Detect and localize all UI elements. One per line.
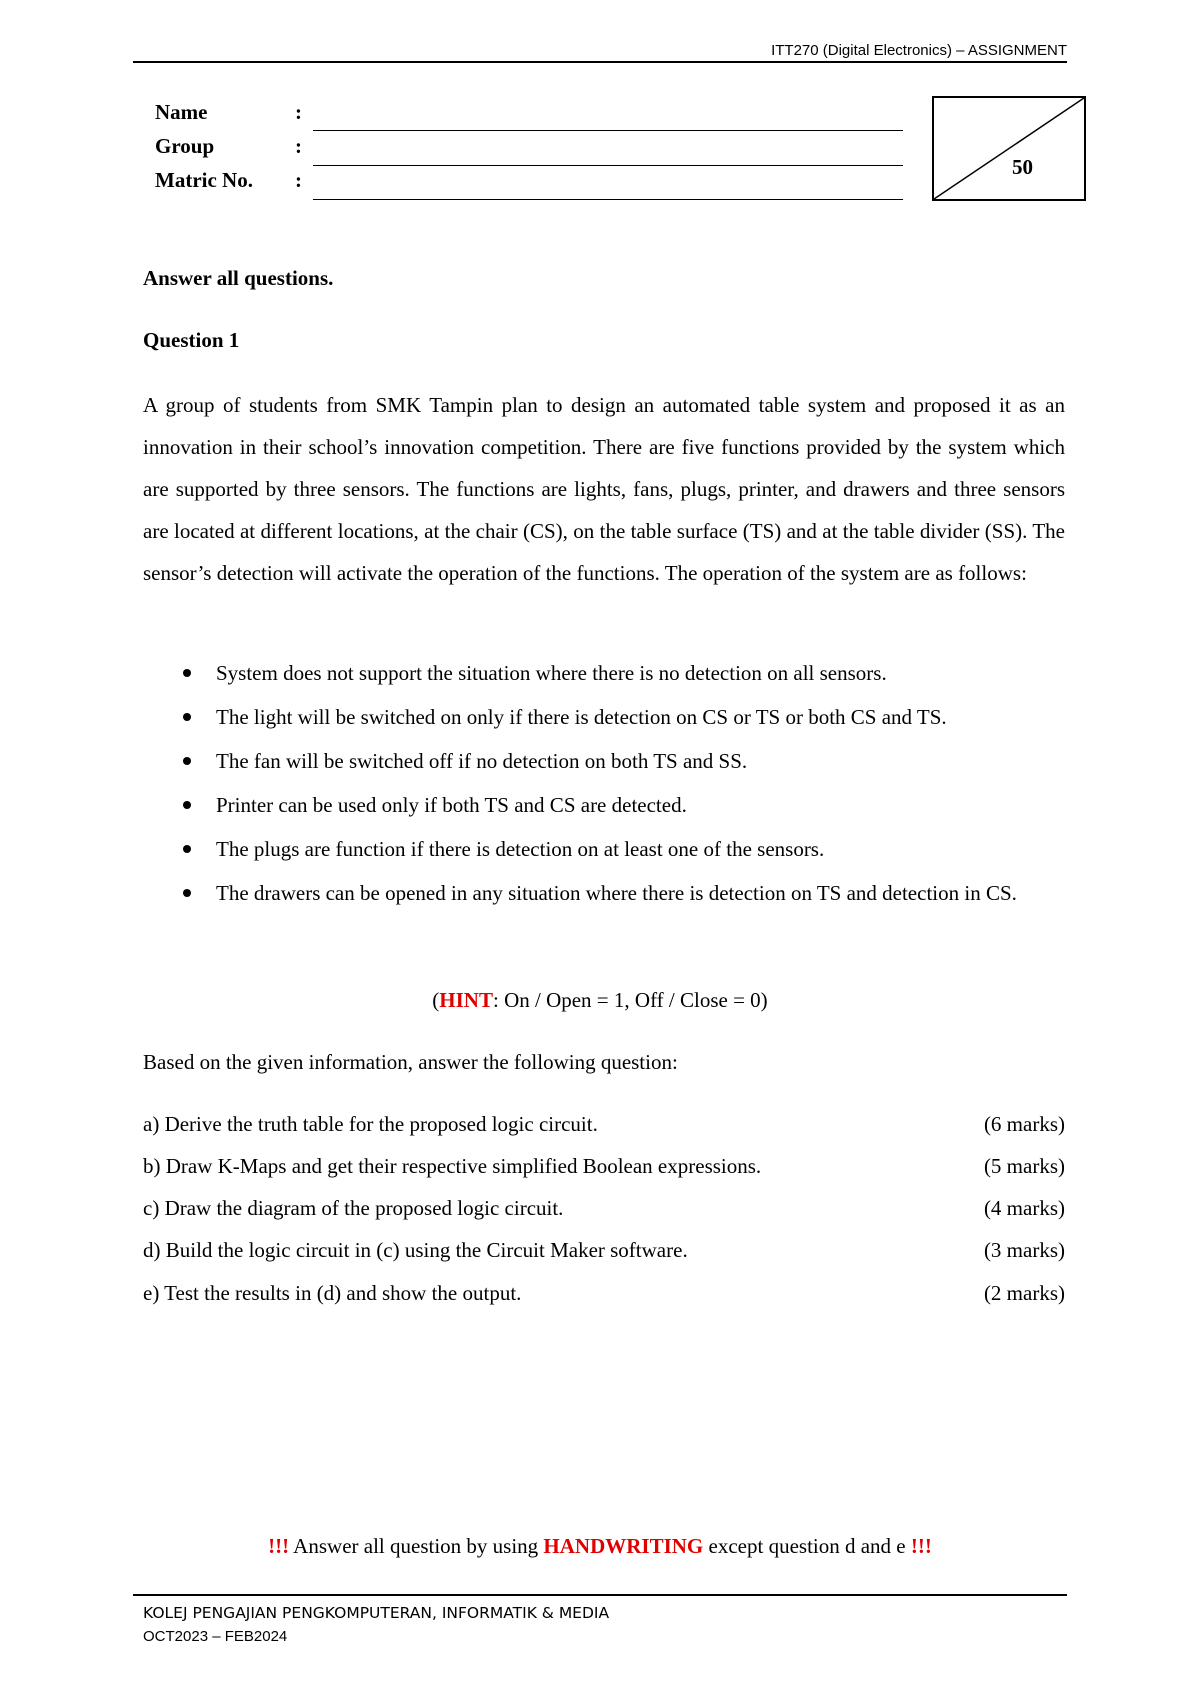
list-item: System does not support the situation where there is no detection on all sensors.: [183, 658, 1065, 688]
lead-in: Based on the given information, answer the following question:: [143, 1050, 678, 1074]
part-text: e) Test the results in (d) and show the output.: [143, 1281, 522, 1305]
question-title: Question 1: [143, 328, 240, 352]
score-box: [932, 96, 1086, 201]
list-item: The fan will be switched off if no detection on both TS and SS.: [183, 746, 1065, 776]
question-part-b: [143, 1154, 1065, 1179]
question-part-e: [143, 1281, 1065, 1306]
part-marks: (5 marks): [983, 1154, 1065, 1178]
hint-line: [0, 988, 1200, 1013]
question-part-c: [143, 1196, 1065, 1221]
part-text: a) Derive the truth table for the proposed logic circuit.: [143, 1112, 598, 1136]
header-course-title: ITT270 (Digital Electronics) – ASSIGNMENT: [771, 42, 1067, 59]
part-text: c) Draw the diagram of the proposed logic circuit.: [143, 1196, 564, 1220]
instruction: Answer all questions.: [143, 266, 334, 290]
operation-list: [183, 658, 1065, 922]
hint-text: : On / Open = 1, Off / Close = 0): [492, 988, 768, 1012]
list-item: The plugs are function if there is detection on at least one of the sensors.: [183, 834, 1065, 864]
group-label: Group: [155, 134, 215, 158]
hint-open: (: [432, 988, 440, 1012]
part-marks: (2 marks): [983, 1281, 1065, 1305]
footer-institution: KOLEJ PENGAJIAN PENGKOMPUTERAN, INFORMATIK & MEDIA: [143, 1604, 610, 1622]
handwriting-note: [0, 1534, 1200, 1559]
footer-session: OCT2023 – FEB2024: [143, 1628, 288, 1645]
note-bang-open: !!!: [268, 1534, 290, 1558]
note-keyword: HANDWRITING: [543, 1534, 704, 1558]
question-paragraph: A group of students from SMK Tampin plan to design an automated table system and proposed it as an innovation in their school’s innovation competition. There are five functions provided by the system which are supported by three sensors. The functions are lights, fans, plugs, printer, and drawers and three sensors are located at different locations, at the chair (CS), on the table surface (TS) and at the table divider (SS). The sensor’s detection will activate the operation of the functions. The operation of the system are as follows:: [143, 393, 1065, 585]
score-diagonal: [934, 98, 1084, 199]
part-marks: (4 marks): [983, 1196, 1065, 1220]
score-total: 50: [1012, 155, 1033, 179]
matric-colon: :: [295, 168, 302, 192]
footer-divider: [133, 1594, 1067, 1596]
list-item: The light will be switched on only if there is detection on CS or TS or both CS and TS.: [183, 702, 1065, 732]
matric-field[interactable]: [313, 199, 903, 200]
note-post: except question d and e: [703, 1534, 911, 1558]
header-divider: [133, 61, 1067, 63]
group-colon: :: [295, 134, 302, 158]
question-part-d: [143, 1238, 1065, 1263]
name-colon: :: [295, 100, 302, 124]
hint-keyword: HINT: [439, 988, 493, 1012]
matric-label: Matric No.: [155, 168, 253, 192]
note-pre: Answer all question by using: [289, 1534, 544, 1558]
note-bang-close: !!!: [910, 1534, 932, 1558]
part-marks: (6 marks): [983, 1112, 1065, 1136]
part-text: b) Draw K-Maps and get their respective simplified Boolean expressions.: [143, 1154, 762, 1178]
list-item: Printer can be used only if both TS and CS are detected.: [183, 790, 1065, 820]
list-item: The drawers can be opened in any situation where there is detection on TS and detection in CS.: [183, 878, 1065, 908]
group-field[interactable]: [313, 165, 903, 166]
name-label: Name: [155, 100, 208, 124]
part-text: d) Build the logic circuit in (c) using the Circuit Maker software.: [143, 1238, 688, 1262]
question-part-a: [143, 1112, 1065, 1137]
part-marks: (3 marks): [983, 1238, 1065, 1262]
name-field[interactable]: [313, 130, 903, 131]
